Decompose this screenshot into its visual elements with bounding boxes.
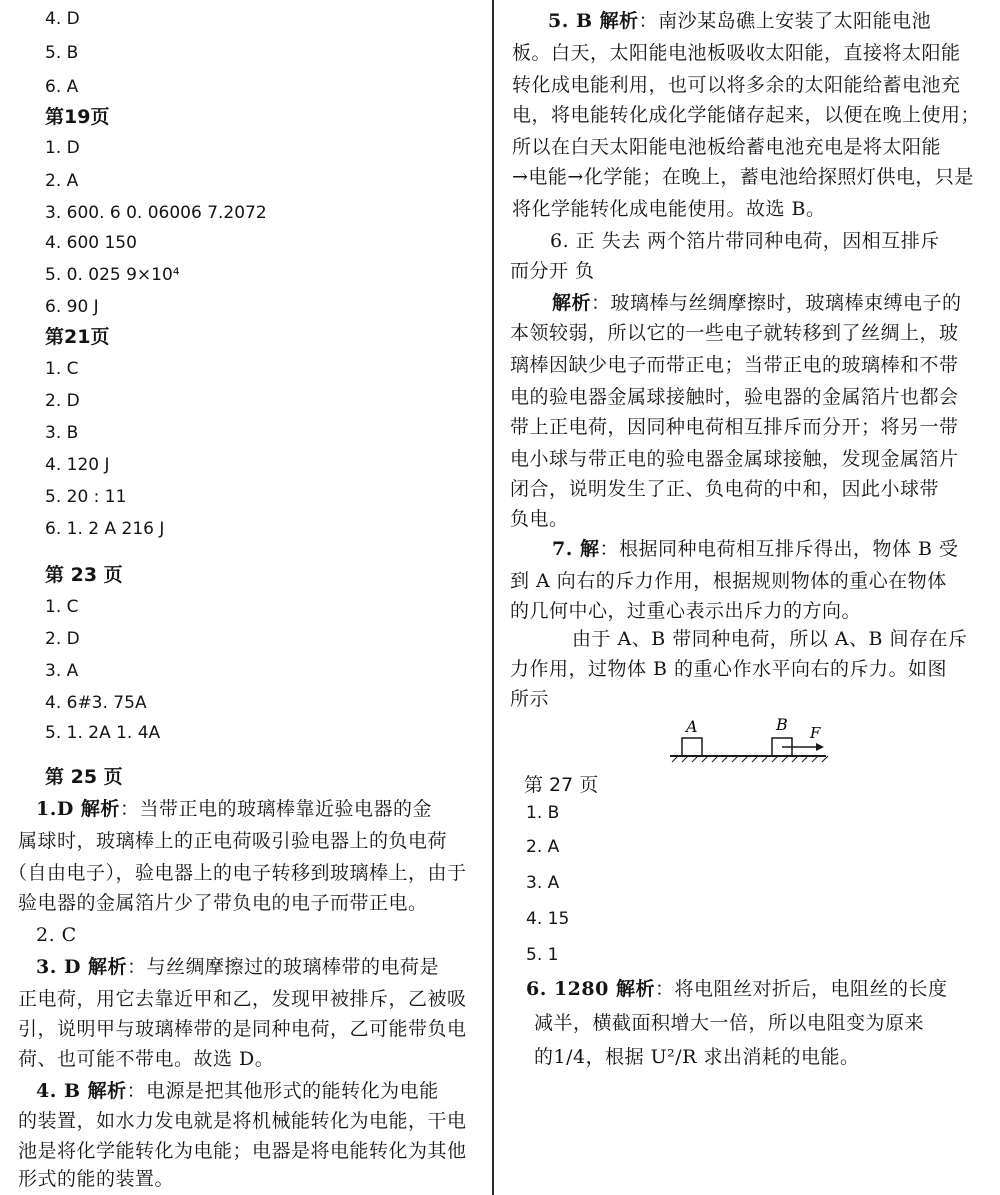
- answer-line: 2. A: [45, 171, 79, 191]
- answer-line: 5. B: [45, 43, 79, 63]
- page-header-19: 第19页: [45, 106, 110, 128]
- answer-line: 4. D: [45, 9, 80, 29]
- question-6-answer: 而分开 负: [510, 260, 595, 282]
- paragraph-line: 本领较弱，所以它的一些电子就转移到了丝绸上，玻: [510, 322, 959, 344]
- paragraph-line: 带上正电荷，因同种电荷相互排斥而分开；将另一带: [510, 416, 959, 438]
- paragraph-line: 的几何中心，过重心表示出斥力的方向。: [510, 600, 862, 622]
- paragraph-line: 将化学能转化成电能使用。故选 B。: [512, 198, 826, 220]
- paragraph-line: 荷、也可能不带电。故选 D。: [18, 1048, 275, 1070]
- question-lead: 4. B 解析: [36, 1080, 127, 1102]
- answer-line: 3. A: [526, 873, 560, 893]
- question-2: 2. C: [36, 924, 77, 946]
- paragraph-line: 所以在白天太阳能电池板给蓄电池充电是将太阳能: [512, 136, 942, 158]
- force-arrowhead: [816, 743, 824, 751]
- answer-line: 2. A: [526, 837, 560, 857]
- answer-line: 1. C: [45, 359, 79, 379]
- answer-line: 6. 90 J: [45, 297, 99, 317]
- paragraph-line: 电小球与带正电的验电器金属球接触，发现金属箔片: [510, 448, 959, 470]
- question-lead: 6. 1280 解析: [526, 978, 655, 1000]
- paragraph-line: 到 A 向右的斥力作用，根据规则物体的重心在物体: [510, 570, 947, 592]
- answer-line: 3. B: [45, 423, 79, 443]
- paragraph-line: 负电。: [510, 508, 569, 530]
- paragraph-line: 力作用，过物体 B 的重心作水平向右的斥力。如图: [510, 658, 948, 680]
- paragraph-line: 正电荷，用它去靠近甲和乙，发现甲被排斥，乙被吸: [18, 988, 467, 1010]
- question-4: 4. B 解析：电源是把其他形式的能转化为电能: [36, 1080, 439, 1102]
- paragraph-line: 属球时，玻璃棒上的正电荷吸引验电器上的负电荷: [18, 830, 448, 852]
- page-header-23: 第 23 页: [45, 564, 123, 586]
- paragraph-line: 形式的能的装置。: [18, 1168, 175, 1190]
- label-a: A: [686, 717, 698, 736]
- block-a: [682, 738, 702, 756]
- question-1: 1.D 解析：当带正电的玻璃棒靠近验电器的金: [36, 798, 432, 820]
- paragraph-line: 由于 A、B 带同种电荷，所以 A、B 间存在斥: [572, 628, 968, 650]
- paragraph-line: 所示: [510, 688, 550, 710]
- question-lead: 3. D 解析: [36, 956, 128, 978]
- paragraph-line: 闭合，说明发生了正、负电荷的中和，因此小球带: [510, 478, 940, 500]
- page-header-25: 第 25 页: [45, 766, 123, 788]
- answer-line: 4. 600 150: [45, 233, 137, 253]
- paragraph-line: 减半，横截面积增大一倍，所以电阻变为原来: [534, 1012, 925, 1034]
- paragraph-line: →电能→化学能；在晚上，蓄电池给探照灯供电，只是: [512, 166, 974, 188]
- paragraph-line: 的装置，如水力发电就是将机械能转化为电能，干电: [18, 1110, 467, 1132]
- answer-line: 1. B: [526, 803, 560, 823]
- question-lead: 7. 解: [552, 538, 600, 560]
- paragraph-line: 引，说明甲与玻璃棒带的是同种电荷，乙可能带负电: [18, 1018, 467, 1040]
- paragraph-line: （自由电子），验电器上的电子转移到玻璃棒上，由于: [8, 862, 467, 884]
- force-diagram: [666, 712, 836, 768]
- paragraph-line: 验电器的金属箔片少了带负电的电子而带正电。: [18, 892, 428, 914]
- answer-line: 5. 0. 025 9×10⁴: [45, 265, 180, 285]
- paragraph-line: 池是将化学能转化为电能；电器是将电能转化为其他: [18, 1140, 467, 1162]
- answer-line: 4. 6#3. 75A: [45, 693, 147, 713]
- answer-line: 6. A: [45, 77, 79, 97]
- paragraph-line: 电的验电器金属球接触时，验电器的金属箔片也都会: [510, 386, 959, 408]
- question-lead: 1.D 解析: [36, 798, 120, 820]
- answer-line: 5. 1: [526, 945, 559, 965]
- answer-line: 1. C: [45, 597, 79, 617]
- question-5: 5. B 解析：南沙某岛礁上安装了太阳能电池: [548, 10, 932, 32]
- answer-line: 6. 1. 2 A 216 J: [45, 519, 165, 539]
- question-6-explanation: 解析：玻璃棒与丝绸摩擦时，玻璃棒束缚电子的: [552, 292, 962, 314]
- answer-line: 5. 20 : 11: [45, 487, 127, 507]
- label-b: B: [776, 715, 788, 734]
- question-lead: 5. B 解析: [548, 10, 639, 32]
- question-27-6: 6. 1280 解析：将电阻丝对折后，电阻丝的长度: [526, 978, 948, 1000]
- column-divider: [492, 0, 494, 1195]
- answer-line: 2. D: [45, 391, 80, 411]
- answer-line: 5. 1. 2A 1. 4A: [45, 723, 161, 743]
- label-f: F: [810, 724, 821, 742]
- answer-line: 3. A: [45, 661, 79, 681]
- question-7: 7. 解：根据同种电荷相互排斥得出，物体 B 受: [552, 538, 959, 560]
- paragraph-line: 的1/4，根据 U²/R 求出消耗的电能。: [534, 1046, 860, 1068]
- answer-line: 3. 600. 6 0. 06006 7.2072: [45, 203, 267, 223]
- paragraph-line: 璃棒因缺少电子而带正电；当带正电的玻璃棒和不带: [510, 354, 959, 376]
- question-3: 3. D 解析：与丝绸摩擦过的玻璃棒带的电荷是: [36, 956, 440, 978]
- answer-line: 1. D: [45, 138, 80, 158]
- paragraph-line: 转化成电能利用，也可以将多余的太阳能给蓄电池充: [512, 74, 961, 96]
- page-header-27: 第 27 页: [524, 774, 599, 796]
- answer-line: 4. 15: [526, 909, 570, 929]
- page-header-21: 第21页: [45, 326, 110, 348]
- question-6-answer: 6. 正 失去 两个箔片带同种电荷，因相互排斥: [550, 230, 940, 252]
- answer-line: 2. D: [45, 629, 80, 649]
- paragraph-line: 电，将电能转化成化学能储存起来，以便在晚上使用；: [512, 104, 981, 126]
- paragraph-line: 板。白天，太阳能电池板吸收太阳能，直接将太阳能: [512, 42, 961, 64]
- question-lead: 解析: [552, 292, 592, 314]
- answer-line: 4. 120 J: [45, 455, 110, 475]
